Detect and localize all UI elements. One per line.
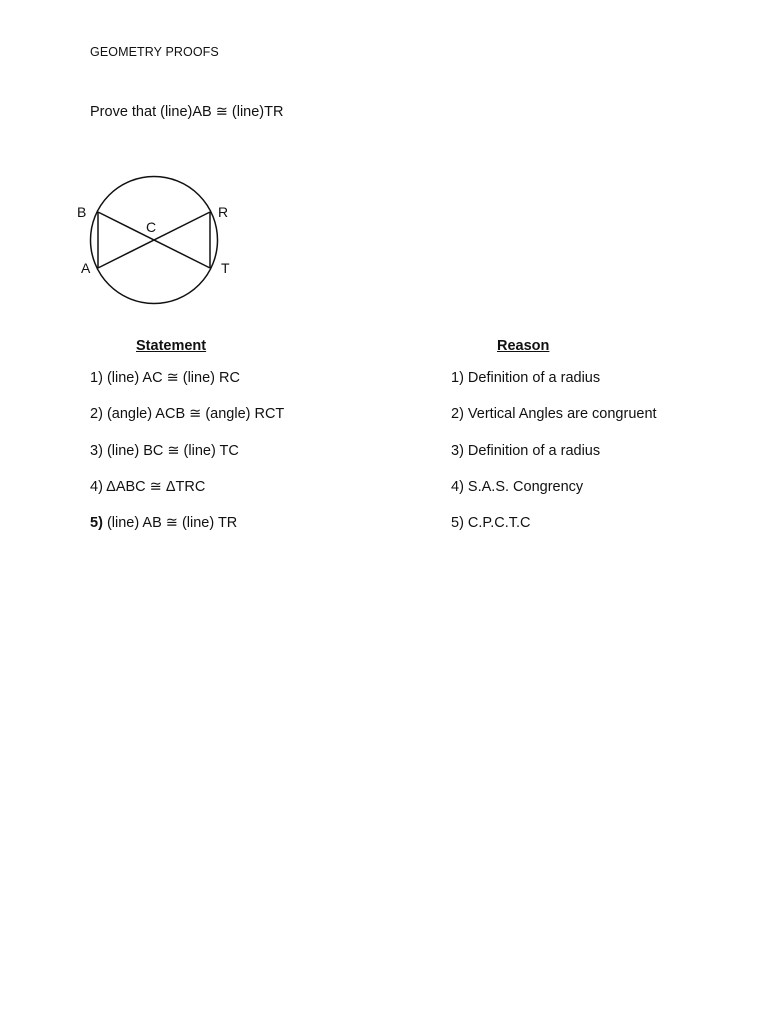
- statement-number: 5): [90, 515, 103, 531]
- statement-header: Statement: [136, 338, 207, 354]
- statement-number: 3): [90, 443, 103, 459]
- circle-diagram: [0, 0, 300, 320]
- point-label-t: T: [221, 260, 230, 276]
- statement-row-1: [90, 370, 240, 386]
- reason-row-2: 2) Vertical Angles are congruent: [451, 406, 657, 422]
- reason-row-5: 5) C.P.C.T.C: [451, 515, 531, 531]
- statement-text: (angle) ACB ≅ (angle) RCT: [106, 406, 285, 422]
- statement-row-4: [90, 479, 205, 495]
- statement-text: (line) AB ≅ (line) TR: [106, 515, 238, 531]
- point-label-r: R: [218, 204, 229, 220]
- reason-row-3: 3) Definition of a radius: [451, 443, 601, 459]
- point-label-b: B: [77, 204, 87, 220]
- point-label-c: C: [146, 219, 157, 235]
- reason-row-4: 4) S.A.S. Congrency: [451, 479, 584, 495]
- statement-row-3: [90, 443, 239, 459]
- reason-header: Reason: [497, 338, 550, 354]
- statement-number: 2): [90, 406, 103, 422]
- statement-row-5: [90, 515, 237, 531]
- statement-text: (line) AC ≅ (line) RC: [106, 370, 240, 386]
- page-heading: GEOMETRY PROOFS: [90, 45, 219, 59]
- reason-row-1: 1) Definition of a radius: [451, 370, 601, 386]
- statement-text: ΔABC ≅ ΔTRC: [106, 479, 206, 495]
- point-label-a: A: [81, 260, 91, 276]
- statement-number: 4): [90, 479, 103, 495]
- statement-number: 1): [90, 370, 103, 386]
- proof-prompt: Prove that (line)AB ≅ (line)TR: [90, 104, 284, 120]
- statement-text: (line) BC ≅ (line) TC: [106, 443, 239, 459]
- statement-row-2: [90, 406, 284, 422]
